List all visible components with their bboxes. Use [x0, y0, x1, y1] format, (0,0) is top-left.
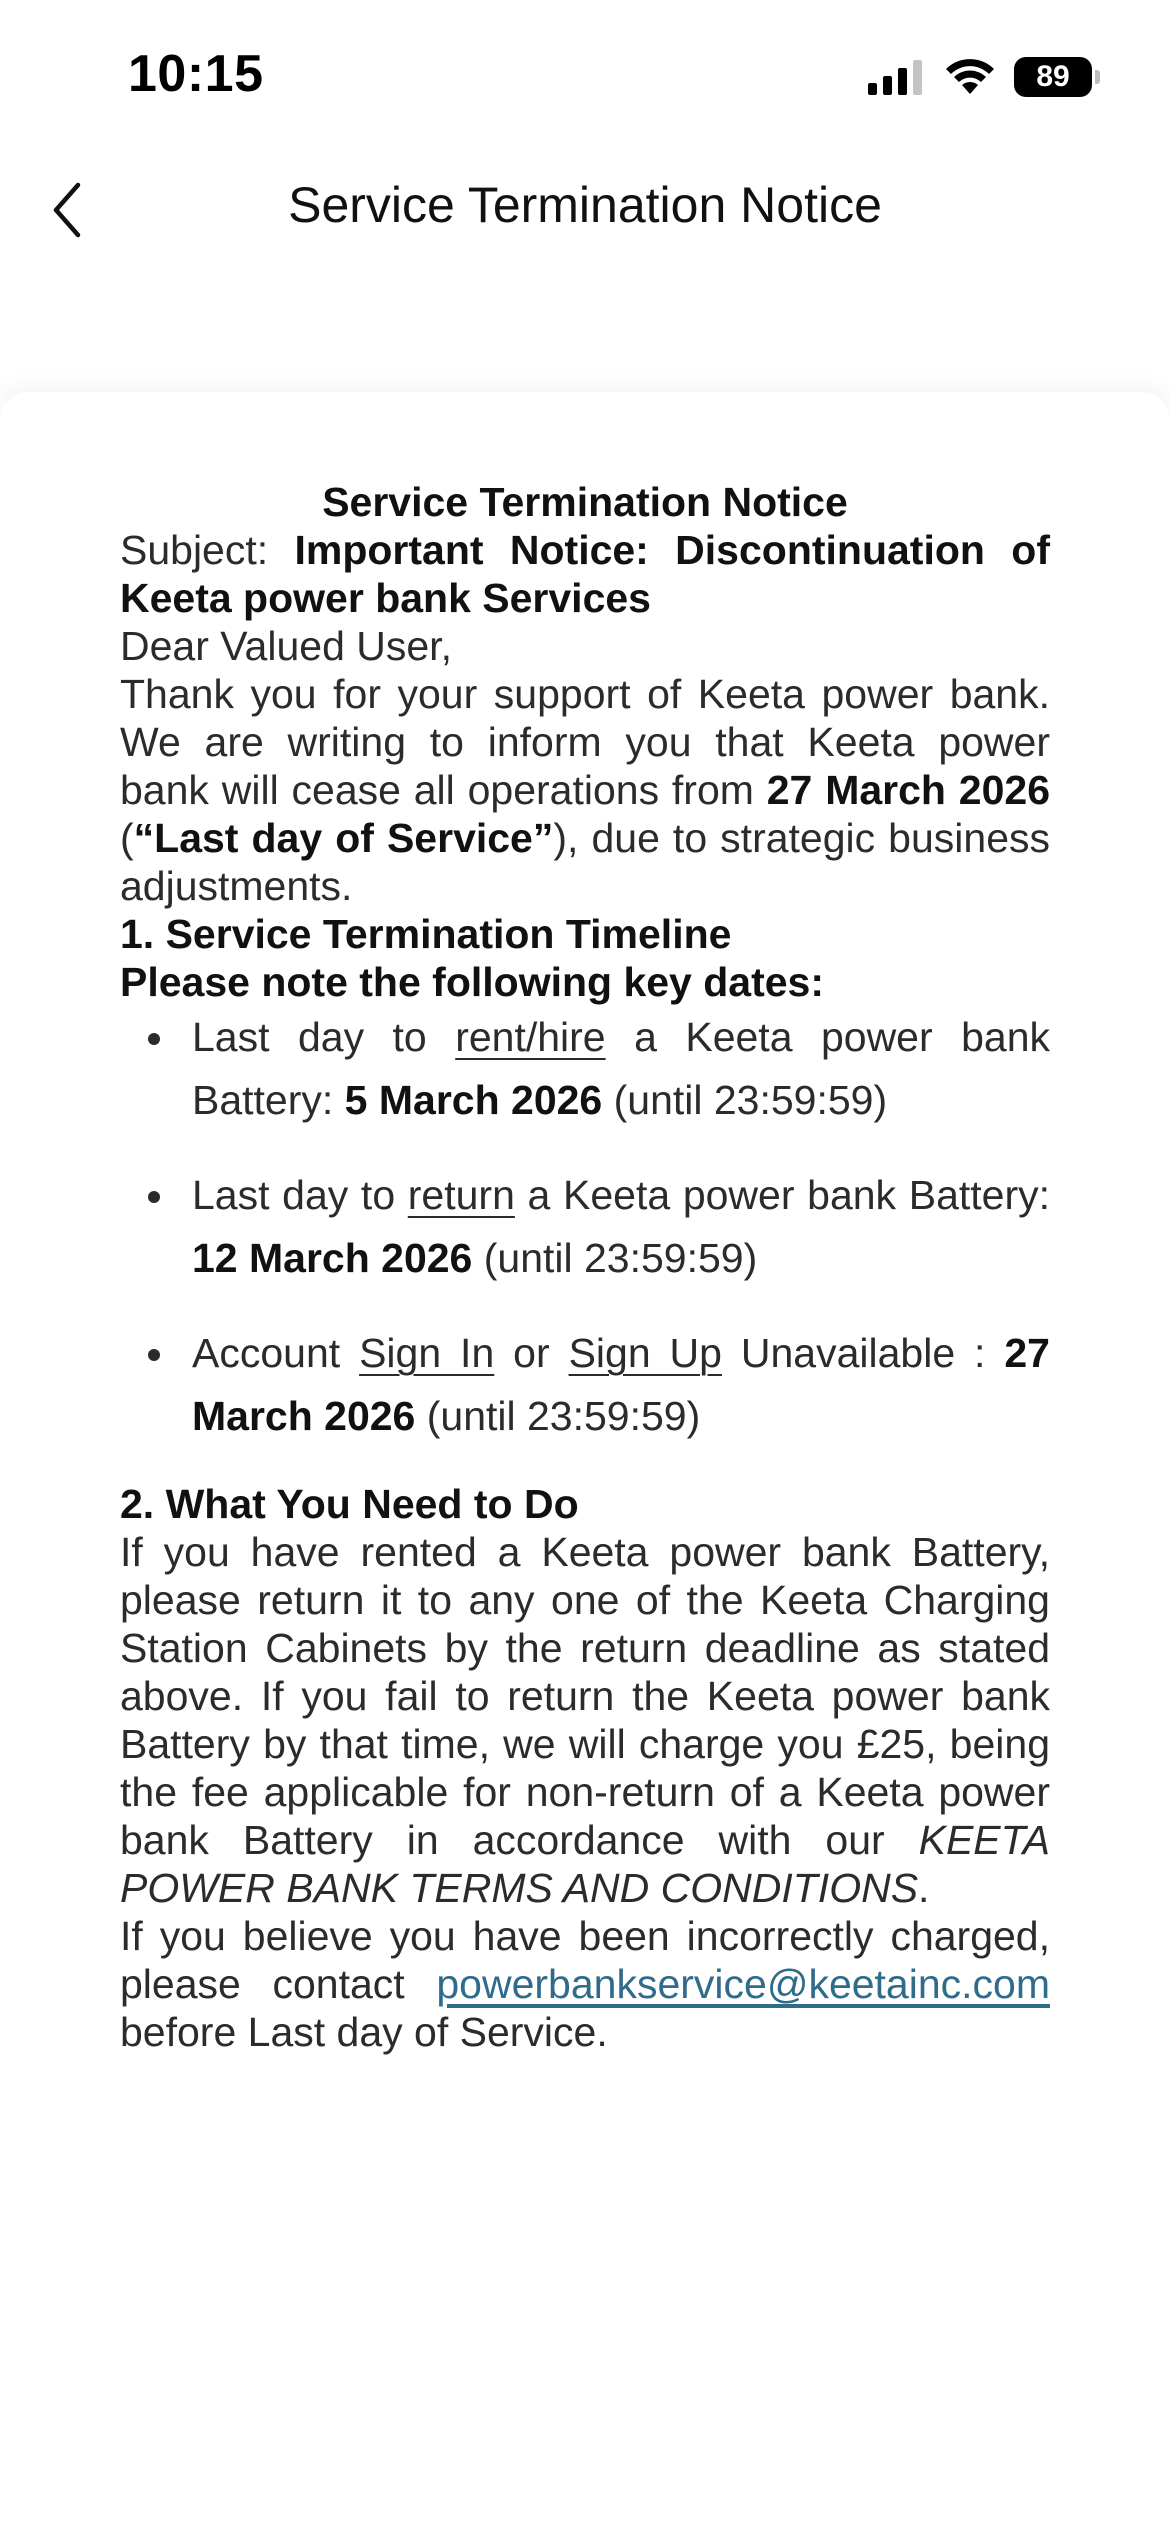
terms-reference: KEETA POWER BANK TERMS AND CONDITIONS — [120, 1817, 1050, 1911]
key-date-suffix: (until 23:59:59) — [602, 1077, 888, 1123]
key-date-text: or — [494, 1330, 569, 1376]
return-paragraph — [120, 1528, 1050, 1912]
key-date-text: Last day to — [192, 1172, 408, 1218]
intro-part2: ( — [120, 815, 134, 861]
sign-in-link[interactable]: Sign In — [359, 1330, 495, 1376]
key-date-text: Account — [192, 1330, 360, 1376]
notice-document — [120, 478, 1050, 2056]
notice-title: Service Termination Notice — [322, 479, 848, 525]
return-text: If you have rented a Keeta power bank Battery, please return it to any one of the Keeta Charging Station Cabinets by the return deadline as stated above. If you fail to return the Keeta power bank Battery by that time, we will charge you £25, being the fee applicable for non-return of a Keeta power bank Battery in accordance with our — [120, 1529, 1050, 1863]
section1-heading: 1. Service Termination Timeline — [120, 911, 732, 957]
key-date-text: Unavailable : — [721, 1330, 1005, 1376]
signal-icon — [868, 59, 926, 95]
nav-bar — [0, 150, 1170, 270]
contact-end: before Last day of Service. — [120, 2009, 608, 2055]
greeting: Dear Valued User, — [120, 623, 452, 669]
key-date-text: a Keeta power bank Battery: — [192, 1014, 1051, 1123]
key-date-text: Last day to — [192, 1014, 456, 1060]
intro-paragraph — [120, 670, 1050, 910]
key-date-value: 12 March 2026 — [192, 1235, 473, 1281]
contact-paragraph — [120, 1912, 1050, 2056]
battery-icon — [1014, 57, 1092, 97]
section2-heading: 2. What You Need to Do — [120, 1481, 579, 1527]
key-date-text: a Keeta power bank Battery: — [514, 1172, 1050, 1218]
contact-text: If you believe you have been incorrectly charged, please contact — [120, 1913, 1050, 2007]
support-email-link[interactable]: powerbankservice@keetainc.com — [436, 1961, 1050, 2007]
status-time: 10:15 — [128, 45, 264, 103]
key-date-suffix: (until 23:59:59) — [415, 1393, 701, 1439]
key-date-value: 5 March 2026 — [344, 1077, 603, 1123]
intro-part3: ), due to strategic business adjustments. — [120, 815, 1050, 909]
list-item — [120, 1006, 1050, 1132]
status-bar — [0, 0, 1170, 150]
list-item — [120, 1322, 1050, 1448]
subject-line — [120, 526, 1050, 622]
nav-title: Service Termination Notice — [288, 177, 882, 233]
wifi-icon — [944, 58, 996, 96]
key-dates-heading: Please note the following key dates: — [120, 959, 825, 1005]
key-date-suffix: (until 23:59:59) — [472, 1235, 758, 1281]
battery-level: 89 — [1036, 60, 1070, 93]
intro-date: 27 March 2026 — [766, 767, 1050, 813]
key-dates-list — [120, 1006, 1050, 1448]
key-date-value: 27 March 2026 — [192, 1330, 1050, 1439]
subject-text: Important Notice: Discontinuation of Keeta power bank Services — [120, 527, 1050, 621]
rent-hire-link[interactable]: rent/hire — [455, 1014, 606, 1060]
battery-cap — [1095, 70, 1100, 84]
list-item — [120, 1164, 1050, 1290]
return-link[interactable]: return — [407, 1172, 515, 1218]
intro-part1: Thank you for your support of Keeta power bank. We are writing to inform you that Keeta power bank will cease all operations from — [120, 671, 1050, 813]
status-icons — [868, 52, 1092, 102]
return-end: . — [918, 1865, 930, 1911]
sign-up-link[interactable]: Sign Up — [568, 1330, 722, 1376]
intro-quote: “Last day of Service” — [133, 815, 554, 861]
subject-label: Subject: — [120, 527, 269, 573]
